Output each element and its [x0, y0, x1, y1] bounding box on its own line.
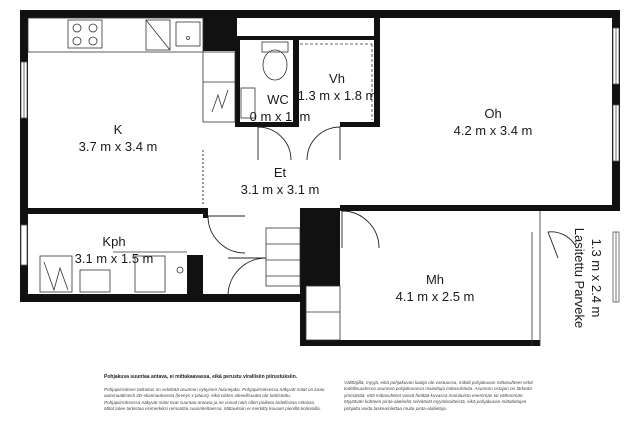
burner-2	[89, 24, 97, 32]
burner-4	[89, 37, 97, 45]
burner-1	[73, 24, 81, 32]
shower-icon	[40, 256, 72, 292]
kitchen-size: 3.7 m x 3.4 m	[78, 139, 158, 154]
window-bathroom	[21, 225, 27, 265]
wall-bathroom-right-top	[203, 208, 208, 218]
wall-living-bottom	[340, 205, 620, 211]
toilet-icon	[263, 50, 287, 80]
closet-name: Vh	[329, 71, 345, 86]
bedroom-name: Mh	[425, 272, 445, 287]
kitchen-sink-icon	[176, 22, 200, 46]
bathroom-size: 3.1 m x 1.5 m	[74, 251, 154, 266]
doors	[203, 127, 575, 296]
living-room-size: 4.2 m x 3.4 m	[453, 123, 533, 138]
door-vh	[307, 127, 340, 160]
wall-vh-bottom	[340, 122, 380, 127]
wc-size: 0 m x 1. m	[249, 109, 311, 124]
wall-top	[20, 10, 620, 18]
wall-bottom-left	[20, 294, 300, 302]
balcony-size: 1.3 m x 2.4 m	[589, 238, 604, 318]
living-room-name: Oh	[484, 106, 502, 121]
wc-name: WC	[267, 92, 289, 107]
kitchen-counter	[28, 18, 203, 52]
fridge-diagonal	[146, 20, 170, 50]
walls	[20, 10, 620, 346]
balcony-name: Lasitettu Parveke	[572, 227, 587, 329]
wall-vh-right	[374, 18, 380, 126]
disclaimer-right: Välittäjillä, myyjä, eikä pohjakuvan laatija ole vastuussa, mikäli pohjakuvan mittasuhteet sekä todellisuudessa asunnon pohjakuvassa mainittuja mittasuhteita. Asunnon ostajan on tärkeää ymmärtää, että mittasuhteet voivat heittää kuvassa mainituista enemmän tai vähemmän. Myytävän kohteen pinta-alatiedot selvitävät myyntiesitteistä, eikä pohjakuvan mittatietojen pohjalta voida laskea/olettaa muita pinta-alatietoja.	[344, 380, 533, 411]
door-entrance	[228, 258, 266, 296]
wall-wc-left	[235, 36, 240, 126]
room-labels	[75, 71, 604, 328]
wall-hall-column	[300, 208, 340, 286]
door-balcony	[548, 232, 575, 258]
wall-bathroom-right	[187, 255, 203, 300]
hallway-name: Et	[273, 165, 287, 180]
kitchen-drain	[187, 37, 190, 40]
wall-kitchen-right-block	[203, 18, 237, 51]
wall-bathroom-top	[28, 208, 203, 214]
wall-bottom-right	[300, 340, 540, 346]
wall-bedroom-left	[300, 286, 306, 346]
bedroom-size: 4.1 m x 2.5 m	[395, 289, 475, 304]
bedroom-wardrobe	[306, 286, 340, 340]
disclaimer-title: Pohjakuva suuntaa antava, ei mittakaavassa, eikä perustu virallisiin piirustuksiin.	[104, 374, 298, 380]
disclaimer-left: Pohjapiirroksen tarkoitus on selvittää asunnon nykyinen huonejako. Pohjapiirroksessa näkyvät mitat on luotu automaattisesti 3D-skannauksesta (leveys x pituus), eikä niiden oikeellisuutta ole tarkistettu. Pohjapiirroksessa näkyvät mitat ovat suuntaa-antavia ja ne voivat näin ollen poiketa todellisista mitoista. Mitat tulee tarkistaa esimerkiksi remonttia suunniteltaessa. Mittauksiin ei merkitty kuvaan pienillä kolmioilla.	[104, 387, 325, 412]
hallway-size: 3.1 m x 3.1 m	[240, 182, 320, 197]
hall-cabinet	[266, 228, 300, 286]
burner-3	[73, 37, 81, 45]
shower-floor-icon	[44, 262, 68, 290]
wall-vh-top	[240, 36, 376, 40]
stove-icon	[68, 20, 102, 48]
kitchen-cabinet-column	[203, 52, 235, 122]
electrical-icon	[212, 90, 228, 112]
door-bedroom	[342, 211, 379, 248]
door-wc	[258, 127, 291, 160]
drain-icon	[177, 267, 183, 273]
toilet-tank	[262, 42, 288, 52]
closet-size: 1.3 m x 1.8 m	[297, 88, 377, 103]
door-bathroom	[208, 216, 245, 253]
bathroom-name: Kph	[102, 234, 126, 249]
kitchen-name: K	[113, 122, 123, 137]
bathroom-sink-icon	[80, 270, 110, 292]
